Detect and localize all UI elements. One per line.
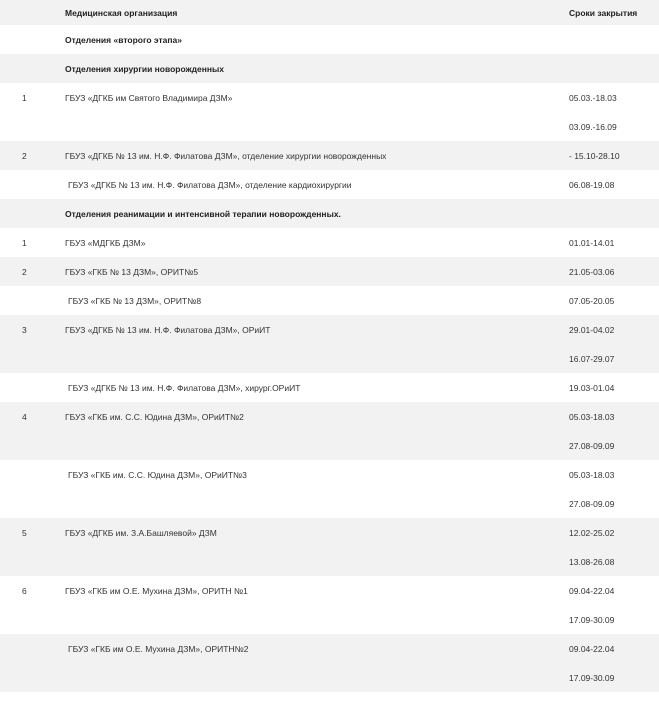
date-range: 05.03.-18.03 (569, 92, 617, 103)
row-number: 1 (22, 92, 27, 103)
table-row (0, 141, 659, 170)
organization-name: ГБУЗ «ГКБ № 13 ДЗМ», ОРИТ№8 (68, 295, 202, 306)
organization-name: ГБУЗ «МДГКБ ДЗМ» (65, 237, 146, 248)
date-range: 17.09-30.09 (569, 672, 615, 683)
organization-name: ГБУЗ «ГКБ им О.Е. Мухина ДЗМ», ОРИТН №1 (65, 585, 248, 596)
row-number: 2 (22, 150, 27, 161)
organization-name: ГБУЗ «ДГКБ № 13 им. Н.Ф. Филатова ДЗМ», отделение хирургии новорожденных (65, 150, 387, 161)
organization-name: ГБУЗ «ГКБ им О.Е. Мухина ДЗМ», ОРИТН№2 (68, 643, 249, 654)
table-row (0, 228, 659, 257)
date-range: 12.02-25.02 (569, 527, 615, 538)
row-number (0, 54, 56, 83)
closing-dates (569, 315, 659, 373)
section-title: Отделения хирургии новорожденных (65, 63, 224, 74)
closing-dates (569, 576, 659, 634)
closing-dates (569, 518, 659, 576)
date-range: 06.08-19.08 (569, 179, 615, 190)
row-number: 3 (22, 324, 27, 335)
date-range: 05.03-18.03 (569, 411, 615, 422)
table-row (0, 576, 659, 634)
date-range: 07.05-20.05 (569, 295, 615, 306)
organization-name: ГБУЗ «ГКБ № 13 ДЗМ», ОРИТ№5 (65, 266, 199, 277)
organization-name: ГБУЗ «ДГКБ № 13 им. Н.Ф. Филатова ДЗМ», ОРиИТ (65, 324, 271, 335)
closing-dates (569, 460, 659, 518)
row-number (0, 25, 56, 54)
date-range: 29.01-04.02 (569, 324, 615, 335)
table-row (0, 518, 659, 576)
row-number (0, 460, 56, 489)
table-row (0, 460, 659, 518)
organization-name: ГБУЗ «ДГКБ им. З.А.Башляевой» ДЗМ (65, 527, 217, 538)
date-range: 19.03-01.04 (569, 382, 615, 393)
row-number: 2 (22, 266, 27, 277)
table-row (0, 170, 659, 199)
date-range: 01.01-14.01 (569, 237, 615, 248)
section-row (0, 199, 659, 228)
closing-dates (569, 170, 659, 199)
closing-dates (569, 286, 659, 315)
date-range: 09.04-22.04 (569, 585, 615, 596)
closing-dates (569, 402, 659, 460)
date-range: - 15.10-28.10 (569, 150, 620, 161)
date-range: 13.08-26.08 (569, 556, 615, 567)
organization-name: ГБУЗ «ДГКБ № 13 им. Н.Ф. Филатова ДЗМ», отделение кардиохирургии (68, 179, 352, 190)
date-range: 09.04-22.04 (569, 643, 615, 654)
closing-dates (569, 141, 659, 170)
header-org-column: Медицинская организация (65, 7, 178, 18)
table-row (0, 315, 659, 373)
table-row (0, 257, 659, 286)
header-dates-column: Сроки закрытия (569, 7, 638, 18)
closing-dates (569, 83, 659, 141)
row-number: 1 (22, 237, 27, 248)
date-range: 27.08-09.09 (569, 498, 615, 509)
date-range: 16.07-29.07 (569, 353, 615, 364)
closing-dates (569, 257, 659, 286)
row-number (0, 199, 56, 228)
section-title: Отделения «второго этапа» (65, 34, 182, 45)
table-row (0, 373, 659, 402)
date-range: 03.09.-16.09 (569, 121, 617, 132)
row-number (0, 373, 56, 402)
row-number: 6 (22, 585, 27, 596)
row-number: 5 (22, 527, 27, 538)
row-number (0, 634, 56, 663)
organization-name: ГБУЗ «ГКБ им. С.С. Юдина ДЗМ», ОРиИТ№3 (68, 469, 247, 480)
section-row (0, 25, 659, 54)
organization-name: ГБУЗ «ДГКБ им Святого Владимира ДЗМ» (65, 92, 233, 103)
table-row (0, 83, 659, 141)
closing-dates (569, 634, 659, 692)
table-body (0, 25, 659, 692)
row-number (0, 170, 56, 199)
section-row (0, 54, 659, 83)
row-number: 4 (22, 411, 27, 422)
date-range: 05.03-18.03 (569, 469, 615, 480)
organization-name: ГБУЗ «ГКБ им. С.С. Юдина ДЗМ», ОРиИТ№2 (65, 411, 244, 422)
closing-dates (569, 373, 659, 402)
table-row (0, 634, 659, 692)
section-title: Отделения реанимации и интенсивной терапии новорожденных. (65, 208, 341, 219)
organization-name: ГБУЗ «ДГКБ № 13 им. Н.Ф. Филатова ДЗМ», хирург.ОРиИТ (68, 382, 301, 393)
header-num-cell (0, 0, 56, 25)
table-row (0, 286, 659, 315)
date-range: 27.08-09.09 (569, 440, 615, 451)
closing-dates (569, 228, 659, 257)
date-range: 21.05-03.06 (569, 266, 615, 277)
table-header (0, 0, 659, 25)
row-number (0, 286, 56, 315)
table-row (0, 402, 659, 460)
date-range: 17.09-30.09 (569, 614, 615, 625)
